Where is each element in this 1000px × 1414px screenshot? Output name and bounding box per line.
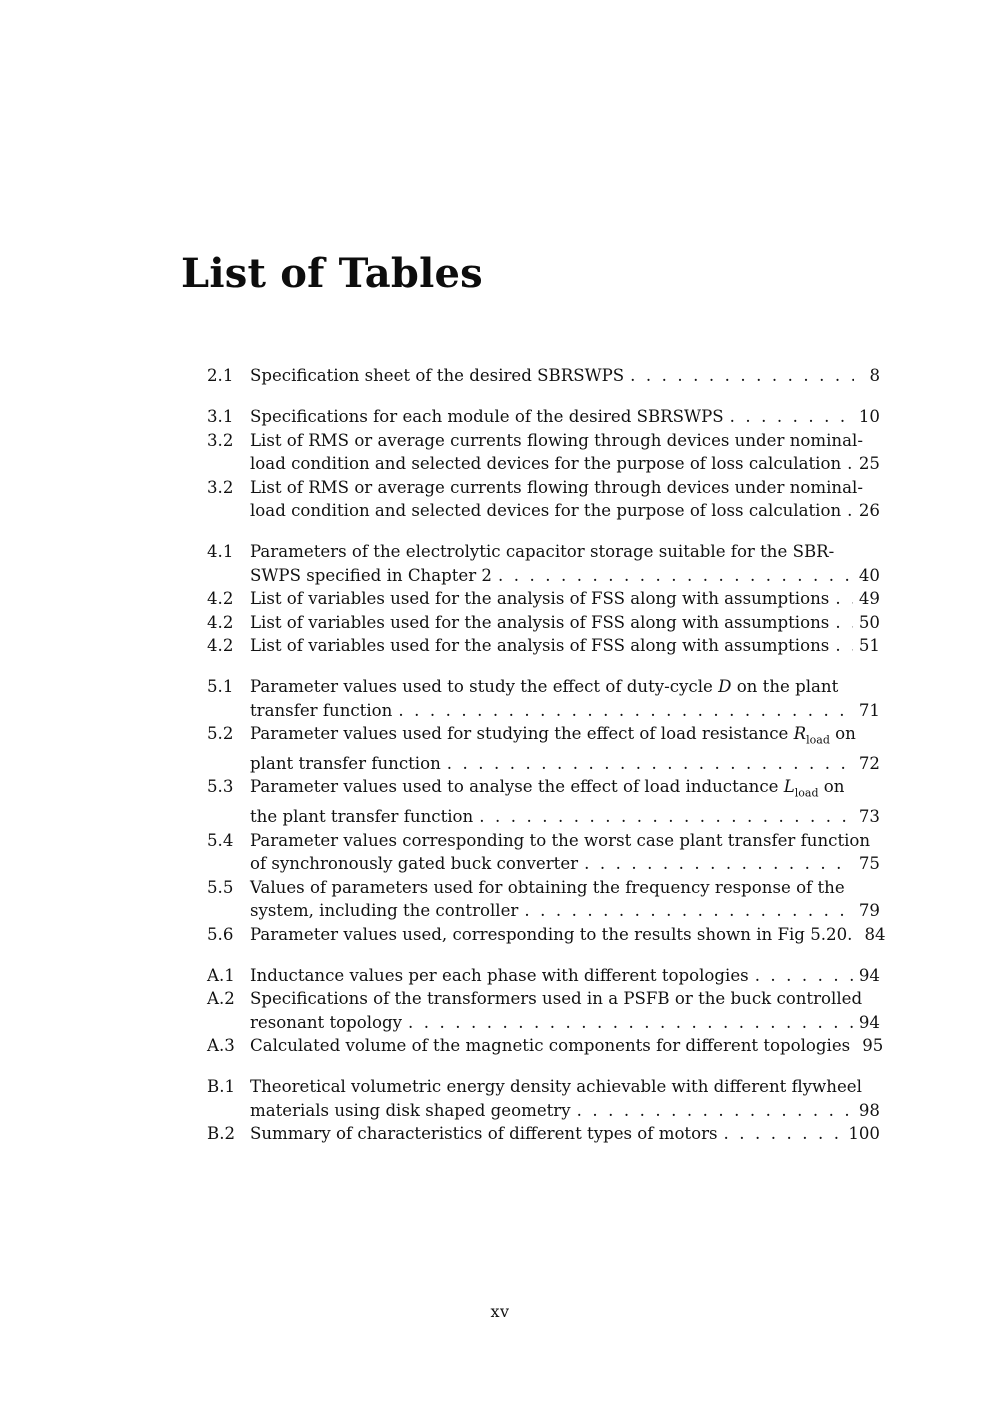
table-group [207, 405, 880, 523]
page-reference[interactable]: 26 [858, 501, 880, 520]
table-entry[interactable] [207, 876, 880, 923]
caption-line: Values of parameters used for obtaining the frequency response of the [250, 877, 845, 897]
table-caption [250, 876, 880, 923]
caption-line: Specifications of the transformers used in a PSFB or the buck controlled [250, 989, 863, 1009]
page-reference[interactable]: 79 [858, 901, 880, 921]
table-caption [250, 829, 880, 876]
dot-leader [398, 699, 853, 723]
table-entry[interactable] [207, 1034, 884, 1058]
table-number: 5.3 [207, 777, 234, 797]
dot-leader [524, 899, 853, 923]
table-number: 4.2 [207, 589, 234, 608]
table-number: A.3 [207, 1036, 235, 1056]
table-number: 4.1 [207, 542, 234, 561]
caption-line: List of variables used for the analysis of FSS along with assumptions [250, 636, 830, 655]
dot-leader [835, 611, 853, 635]
caption-line: Summary of characteristics of different types of motors [250, 1124, 718, 1144]
table-caption [250, 722, 880, 775]
table-caption [250, 923, 886, 947]
caption-line: Specifications for each module of the desired SBRSWPS [250, 407, 724, 426]
page-reference[interactable]: 50 [858, 612, 880, 632]
page-reference[interactable]: 8 [869, 366, 880, 385]
table-caption [250, 476, 880, 523]
page-reference[interactable]: 73 [858, 807, 880, 827]
caption-line: Parameter values used to study the effect of duty-cycle D on the plant [250, 677, 839, 696]
table-entry[interactable] [207, 675, 880, 722]
table-entry[interactable] [207, 429, 880, 476]
dot-leader [447, 752, 853, 776]
page-reference[interactable]: 10 [858, 407, 880, 426]
caption-line: Parameter values used for studying the effect of load resistance $R_{load}$ on [250, 724, 856, 747]
table-entry[interactable] [207, 476, 880, 523]
table-entry[interactable] [207, 829, 880, 876]
dot-leader [724, 1122, 843, 1146]
table-group [207, 1075, 880, 1146]
page-reference[interactable]: 84 [864, 924, 886, 944]
caption-line: Parameter values used, corresponding to the results shown in Fig 5.20. [250, 924, 853, 944]
table-number: 4.2 [207, 612, 234, 632]
table-caption [250, 1034, 884, 1058]
table-number: 5.4 [207, 830, 234, 850]
dot-leader [730, 405, 853, 429]
table-entry[interactable] [207, 364, 880, 388]
table-number: 5.1 [207, 677, 234, 696]
caption-line: SWPS specified in Chapter 2 [250, 565, 492, 585]
dot-leader [408, 1011, 853, 1035]
table-entry[interactable] [207, 987, 880, 1034]
caption-line: Theoretical volumetric energy density achievable with different flywheel [250, 1077, 862, 1097]
table-entry[interactable] [207, 1075, 880, 1122]
caption-line: transfer function [250, 700, 393, 720]
table-entry[interactable] [207, 1122, 880, 1146]
table-number: 2.1 [207, 366, 234, 385]
table-entry[interactable] [207, 611, 880, 635]
caption-line: List of variables used for the analysis of FSS along with assumptions [250, 612, 830, 632]
page-reference[interactable]: 75 [858, 854, 880, 874]
caption-line: Specification sheet of the desired SBRSWPS [250, 366, 625, 385]
table-number: A.1 [207, 965, 235, 985]
caption-line: resonant topology [250, 1012, 403, 1032]
table-entry[interactable] [207, 540, 880, 587]
page-reference[interactable]: 72 [858, 753, 880, 773]
table-group [207, 540, 880, 658]
table-caption [250, 964, 880, 988]
dot-leader [498, 564, 853, 588]
table-number: 3.1 [207, 407, 234, 426]
dot-leader [630, 364, 854, 388]
caption-line: system, including the controller [250, 901, 519, 921]
caption-line: Inductance values per each phase with different topologies [250, 965, 749, 985]
page-reference[interactable]: 98 [858, 1100, 880, 1120]
caption-line: load condition and selected devices for the purpose of loss calculation [250, 454, 842, 473]
dot-leader [847, 499, 853, 523]
table-number: 5.6 [207, 924, 234, 944]
table-entry[interactable] [207, 775, 880, 828]
caption-line: Calculated volume of the magnetic components for different topologies [250, 1036, 851, 1056]
list-of-tables [207, 364, 886, 1163]
table-number: 5.5 [207, 877, 234, 897]
table-number: 5.2 [207, 724, 234, 743]
table-group [207, 364, 880, 388]
caption-line: the plant transfer function [250, 807, 474, 827]
table-number: 3.2 [207, 477, 234, 497]
page-reference[interactable]: 94 [858, 1012, 880, 1032]
table-caption [250, 540, 880, 587]
caption-line: Parameter values corresponding to the worst case plant transfer function [250, 830, 871, 850]
table-group [207, 675, 886, 946]
page-reference[interactable]: 40 [858, 565, 880, 585]
page-reference[interactable]: 71 [858, 700, 880, 720]
table-caption [250, 987, 880, 1034]
table-entry[interactable] [207, 634, 880, 658]
table-caption [250, 364, 880, 388]
caption-line: List of variables used for the analysis of FSS along with assumptions [250, 589, 830, 608]
page-reference[interactable]: 25 [858, 454, 880, 473]
caption-line: List of RMS or average currents flowing through devices under nominal- [250, 477, 863, 497]
table-number: 4.2 [207, 636, 234, 655]
table-number: B.1 [207, 1077, 236, 1097]
table-number: B.2 [207, 1124, 236, 1144]
page-reference[interactable]: 51 [858, 636, 880, 655]
caption-line: load condition and selected devices for the purpose of loss calculation [250, 501, 842, 520]
caption-line: Parameters of the electrolytic capacitor storage suitable for the SBR- [250, 542, 835, 561]
dot-leader [835, 634, 853, 658]
page-number: xv [490, 1302, 510, 1321]
table-caption [250, 587, 880, 611]
dot-leader [847, 452, 853, 476]
table-entry[interactable] [207, 964, 880, 988]
page-reference[interactable]: 100 [848, 1124, 880, 1144]
dot-leader [835, 587, 853, 611]
caption-line: of synchronously gated buck converter [250, 854, 579, 874]
table-entry[interactable] [207, 405, 880, 429]
caption-line: plant transfer function [250, 753, 441, 773]
table-entry[interactable] [207, 722, 880, 775]
table-caption [250, 405, 880, 429]
dot-leader [577, 1099, 853, 1123]
page-reference[interactable]: 49 [858, 589, 880, 608]
caption-line: Parameter values used to analyse the effect of load inductance $L_{load}$ on [250, 777, 845, 800]
caption-line: materials using disk shaped geometry [250, 1100, 571, 1120]
table-caption [250, 775, 880, 828]
table-caption [250, 1075, 880, 1122]
table-entry[interactable] [207, 587, 880, 611]
table-caption [250, 429, 880, 476]
caption-line: List of RMS or average currents flowing through devices under nominal- [250, 430, 863, 450]
dot-leader [479, 805, 853, 829]
table-caption [250, 634, 880, 658]
table-group [207, 964, 884, 1058]
table-caption [250, 611, 880, 635]
table-number: 3.2 [207, 430, 234, 450]
page-title: List of Tables [181, 250, 483, 297]
dot-leader [584, 852, 853, 876]
table-caption [250, 675, 880, 722]
page-reference[interactable]: 95 [862, 1036, 884, 1056]
dot-leader [755, 964, 853, 988]
table-entry[interactable] [207, 923, 886, 947]
page-reference[interactable]: 94 [858, 965, 880, 985]
table-number: A.2 [207, 989, 235, 1009]
table-caption [250, 1122, 880, 1146]
